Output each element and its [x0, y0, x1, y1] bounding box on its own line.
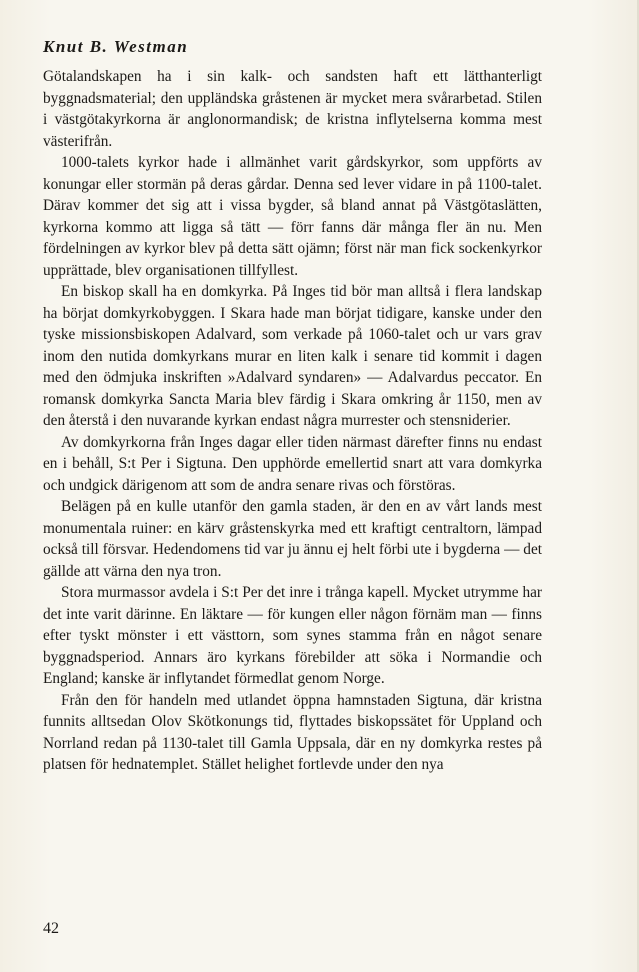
paragraph: 1000-talets kyrkor hade i allmänhet varit gårdskyrkor, som uppförts av konungar eller stormän på deras gårdar. Denna sed lever vidare in på 1100-talet. Därav kommer det sig att i vissa bygder, så bland annat på Västgötaslätten, kyrkorna kommo att ligga så tätt — förr fanns där många fler än nu. Men fördelningen av kyrkor blev på detta sätt ojämn; först när man fick sockenkyrkor upprättade, blev organisationen tillfyllest.: [43, 154, 542, 279]
paragraph: En biskop skall ha en domkyrka. På Inges tid bör man alltså i flera landskap ha börjat domkyrkobyggen. I Skara hade man börjat tidigare, kanske under den tyske missionsbiskopen Adalvard, som verkade på 1060-talet och ur vars grav inom den nutida domkyrkans murar en liten kalk i senare tid kommit i dagen med den ödmjuka inskriften »Adalvard syndaren» — Adalvardus peccator. En romansk domkyrka Sancta Maria blev färdig i Skara omkring år 1150, men av den återstå i den nuvarande kyrkan endast några murrester och stensniderier.: [43, 283, 542, 429]
paragraph: Från den för handeln med utlandet öppna hamnstaden Sigtuna, där kristna funnits alltsedan Olov Skötkonungs tid, flyttades biskopssätet för Uppland och Norrland redan på 1130-talet till Gamla Uppsala, där en ny domkyrka restes på platsen för hednatemplet. Stället helighet fortlevde under den nya: [43, 691, 542, 773]
paragraph: Götalandskapen ha i sin kalk- och sandsten haft ett lätthanterligt byggnadsmaterial; den uppländska gråstenen är mycket mera svårarbetad. Stilen i västgötakyrkorna är anglonormandisk; de kristna inflytelserna komma mest västerifrån.: [43, 68, 542, 150]
paragraph: Av domkyrkorna från Inges dagar eller tiden närmast därefter finns nu endast en i behåll, S:t Per i Sigtuna. Den upphörde emellertid snart att vara domkyrka och undgick därigenom att som de andra senare rivas och förstöras.: [43, 433, 542, 494]
page-number: 42: [43, 920, 59, 937]
paragraph: Belägen på en kulle utanför den gamla staden, är den en av vårt lands mest monumentala ruiner: en kärv gråstenskyrka med ett kraftigt centraltorn, lämpad också till försvar. Hedendomens tid var ju ännu ej helt förbi ute i bygderna — det gällde att värna den nya tron.: [43, 498, 542, 580]
body-text: [43, 66, 542, 776]
paragraph: Stora murmassor avdela i S:t Per det inre i trånga kapell. Mycket utrymme har det inte varit därinne. En läktare — för kungen eller någon förnäm man — finns efter tyskt mönster i ett västtorn, som synes stamma från en något senare byggnadsperiod. Annars äro kyrkans förebilder att söka i Normandie och England; kanske är inflytandet förmedlat genom Norge.: [43, 584, 542, 687]
running-header-author: Knut B. Westman: [43, 37, 189, 56]
